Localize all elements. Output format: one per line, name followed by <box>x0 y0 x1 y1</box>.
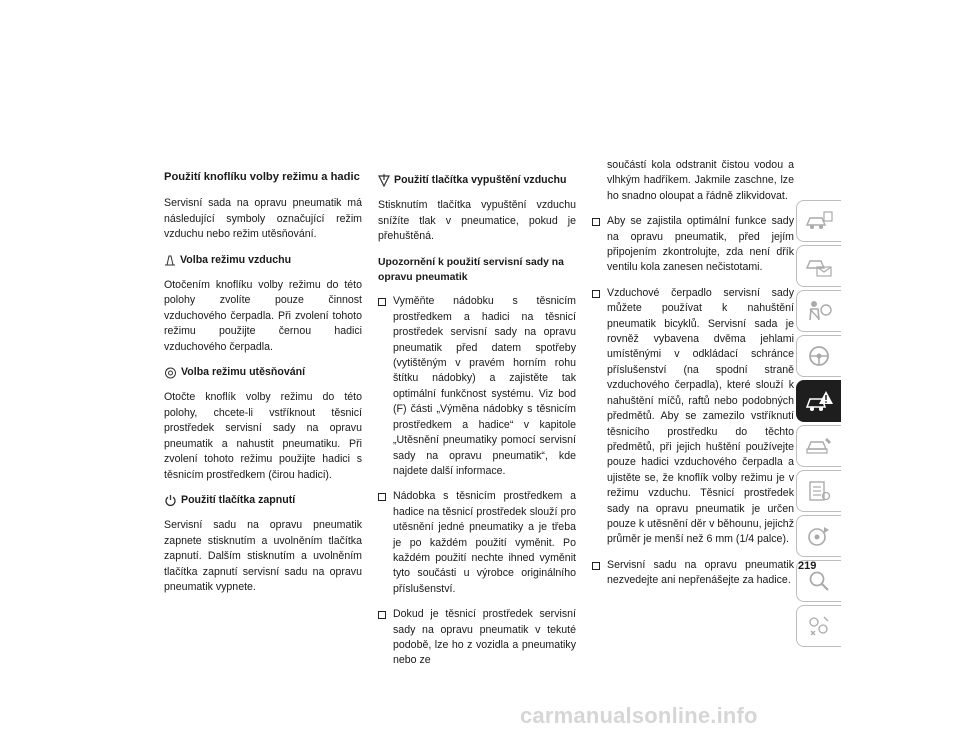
tab-multimedia[interactable] <box>796 515 841 557</box>
checkbox-bullet-icon <box>592 290 600 298</box>
bullet-text: Dokud je těsnicí prostředek servisní sady na opravu pneumatik v tekuté podobě, lze ho z vozidla a pneumatiky nebo ze <box>393 608 576 667</box>
tab-service[interactable] <box>796 425 841 467</box>
bullet-item <box>592 214 794 276</box>
section-heading-mode-knob: Použití knoflíku volby režimu a hadic <box>164 171 360 183</box>
air-mode-icon <box>164 254 176 266</box>
deflate-button-heading <box>378 173 576 188</box>
maintenance-list-icon <box>805 479 833 503</box>
bullet-item <box>592 558 794 589</box>
power-button-heading-text: Použití tlačítka zapnutí <box>181 493 296 506</box>
deflate-paragraph: Stisknutím tlačítka vypuštění vzduchu snížíte tlak v pneumatice, pokud je přehuštěná. <box>378 199 576 243</box>
car-service-icon <box>804 434 834 458</box>
power-icon <box>164 494 177 507</box>
index-icon <box>805 614 833 638</box>
search-icon <box>806 569 832 593</box>
seal-mode-paragraph: Otočte knoflík volby režimu do této polohy, chcete-li vstříknout těsnicí prostředek servisní sady na opravu pneumatik a nahustit pneumatiku. Při zvolení tohoto režimu použijte hadici s těsnicím prostředkem (čirou hadici). <box>164 391 362 481</box>
deflate-button-heading-text: Použití tlačítka vypuštění vzduchu <box>394 174 567 186</box>
bullet-text: Nádobka s těsnicím prostředkem a hadice na těsnicí prostředek slouží pro utěsnění jedné pneumatiky a je třeba je po každém použití vyměnit. Po každém použití nechte ihned vyměnit tyto součásti u výrobce originálního příslušenství. <box>393 490 576 595</box>
watermark-text: carmanualsonline.info <box>520 703 758 728</box>
bullet-text: Vzduchové čerpadlo servisní sady můžete používat k nahuštění pneumatik bicyklů. Servisní sada je rovněž vybavena dvěma jehlami umístěnými v odkládací schránce příslušenství (na spodní straně vzduchového čerpadla), které slouží k nahuštění míčů, raftů nebo podobných předmětů. Aby se zamezilo vstříknutí těsnicího prostředku do těchto předmětů, při jejich huštění používejte pouze hadici vzduchového čerpadla a ujistěte se, že knoflík volby režimu je v režimu vzduchu. Těsnicí prostředek sady na opravu pneumatik je určen pouze k utěsnění děr v běhounu, jejichž průměr je menší než 6 mm (1/4 palce). <box>607 286 794 546</box>
page-number: 219 <box>798 560 817 572</box>
bullet-item <box>378 607 576 669</box>
tab-emergency[interactable] <box>796 380 841 422</box>
tab-safety[interactable] <box>796 290 841 332</box>
steering-wheel-icon <box>806 344 832 368</box>
tab-driving[interactable] <box>796 335 841 377</box>
power-button-paragraph: Servisní sadu na opravu pneumatik zapnete stisknutím a uvolněním tlačítka zapnutí. Dalším stisknutím a uvolněním tlačítka zapnutí servisní sadu na opravu pneumatik vypnete. <box>164 519 362 593</box>
bullet-item <box>378 294 576 479</box>
chapter-tabs <box>796 200 842 650</box>
air-mode-heading <box>164 253 362 268</box>
bullet-text: Aby se zajistila optimální funkce sady na opravu pneumatik, před jejím připojením zkontrolujte, zda není dřík ventilu kola zanesen nečistotami. <box>607 215 794 274</box>
multimedia-icon <box>805 524 833 548</box>
checkbox-bullet-icon <box>592 218 600 226</box>
air-mode-heading-text: Volba režimu vzduchu <box>180 253 292 266</box>
car-info-icon <box>804 209 834 233</box>
caution-heading: Upozornění k použití servisní sady na opravu pneumatik <box>378 256 564 284</box>
emergency-warning-icon <box>804 389 834 413</box>
tab-maintenance[interactable] <box>796 470 841 512</box>
column-left <box>164 170 362 605</box>
seal-mode-heading-text: Volba režimu utěsňování <box>181 366 306 379</box>
car-mail-icon <box>804 254 834 278</box>
tab-index[interactable] <box>796 605 841 647</box>
bullet-item <box>378 489 576 597</box>
bullet-text: Servisní sadu na opravu pneumatik nezvedejte ani nepřenášejte za hadice. <box>607 558 794 587</box>
bullet-item <box>592 286 794 548</box>
seatbelt-airbag-icon <box>804 299 834 323</box>
tab-car-mail[interactable] <box>796 245 841 287</box>
checkbox-bullet-icon <box>378 611 386 619</box>
column-middle <box>378 173 576 679</box>
air-mode-paragraph: Otočením knoflíku volby režimu do této polohy zvolíte pouze činnost vzduchového čerpadla. Při zvolení tohoto režimu použijte černou hadici vzduchového čerpadla. <box>164 279 362 353</box>
seal-mode-icon <box>164 367 177 379</box>
power-button-heading <box>164 493 362 508</box>
deflate-icon <box>378 174 390 187</box>
checkbox-bullet-icon <box>378 493 386 501</box>
checkbox-bullet-icon <box>592 562 600 570</box>
bullet-continuation-text: součástí kola odstranit čistou vodou a vlhkým hadříkem. Jakmile zaschne, lze ho snadno oloupat a řádně zlikvidovat. <box>607 159 794 202</box>
seal-mode-heading <box>164 365 362 380</box>
checkbox-bullet-icon <box>378 298 386 306</box>
tab-car-info[interactable] <box>796 200 841 242</box>
bullet-text: Vyměňte nádobku s těsnicím prostředkem a hadici na těsnicí prostředek servisní sady na opravu pneumatik před datem spotřeby (vytištěným v pravém horním rohu štítku nádobky) a zajistěte tak optimální funkčnost systému. Viz bod (F) části „Výměna nádobky s těsnicím prostředkem a hadice“ v kapitole „Utěsnění pneumatiky pomocí servisní sady na opravu pneumatik“, kde najdete další informace. <box>393 295 576 477</box>
column-right <box>592 158 794 599</box>
intro-paragraph: Servisní sada na opravu pneumatik má následující symboly označující režim vzduchu nebo režim utěsňování. <box>164 197 362 241</box>
